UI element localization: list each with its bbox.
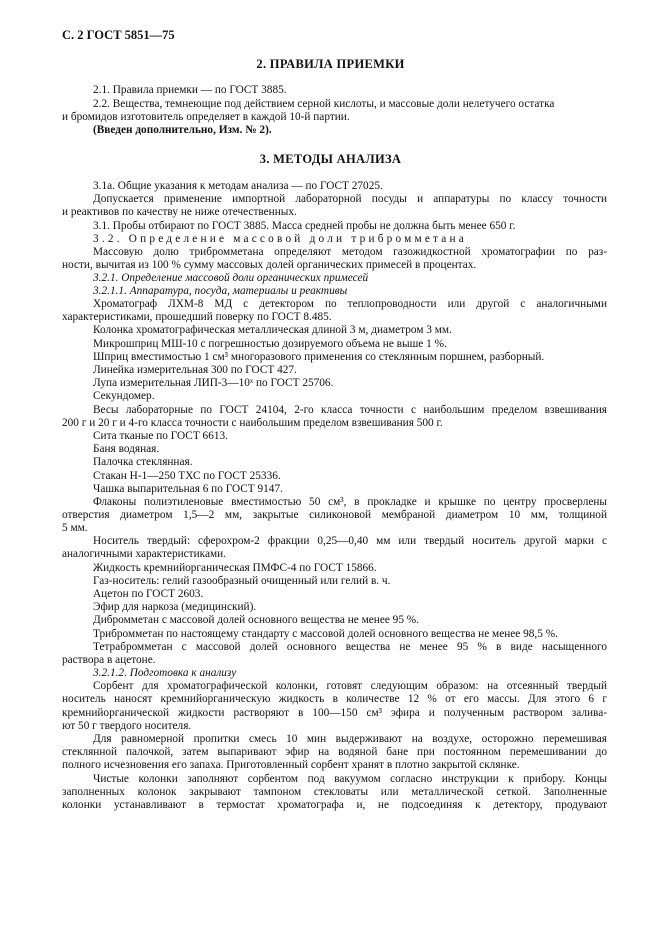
section-3-title: 3. МЕТОДЫ АНАЛИЗА (259, 152, 402, 166)
subsection-heading: 3.2.1.1. Аппаратура, посуда, материалы и реактивы (93, 285, 348, 297)
section-2-title: 2. ПРАВИЛА ПРИЕМКИ (256, 57, 405, 71)
paragraph-line: и реактивов по качеству не ниже отечественных. (62, 206, 297, 218)
paragraph-line: аналогичными характеристиками. (62, 548, 226, 560)
list-item: Секундомер. (93, 390, 155, 402)
list-item: Баня водяная. (93, 443, 160, 455)
list-item: Ацетон по ГОСТ 2603. (93, 588, 204, 600)
paragraph-line: полного исчезновения его запаха. Приготовленный сорбент хранят в плотно закрытой склянке. (62, 759, 520, 771)
list-item: Жидкость кремнийорганическая ПМФС-4 по ГОСТ 15866. (93, 562, 377, 574)
list-item: Эфир для наркоза (медицинский). (93, 601, 257, 613)
list-item: Носитель твердый: сферохром-2 фракции 0,25—0,40 мм или твердый носитель другой марки с (93, 535, 607, 547)
list-item: Колонка хроматографическая металлическая длиной 3 м, диаметром 3 мм. (93, 324, 452, 336)
paragraph-line: отверстия диаметром 1,5—2 мм, закрытые силиконовой мембраной диаметром 10 мм, толщиной (62, 509, 607, 521)
list-item: Сита тканые по ГОСТ 6613. (93, 430, 228, 442)
paragraph-line: Сорбент для хроматографической колонки, готовят следующим образом: на отсеянный твердый (93, 680, 607, 692)
subsection-heading: 3.2.1. Определение массовой доли органических примесей (93, 272, 369, 284)
paragraph-line: и бромидов изготовитель определяет в каждой 10-й партии. (62, 111, 350, 123)
subsection-heading: 3.2. Определение массовой доли трибромметана (93, 233, 467, 245)
page-header: С. 2 ГОСТ 5851—75 (62, 28, 175, 42)
list-item: Микрошприц МШ-10 с погрешностью дозируемого объема не выше 1 %. (93, 338, 447, 350)
list-item: Весы лабораторные по ГОСТ 24104, 2-го класса точности с наибольшим пределом взвешивания (93, 404, 607, 416)
paragraph-line: 2.1. Правила приемки — по ГОСТ 3885. (93, 84, 287, 96)
paragraph-line: колонки устанавливают в термостат хроматографа и, не подсоединяя к детектору, продувают (62, 799, 607, 811)
list-item: Дибромметан с массовой долей основного вещества не менее 95 %. (93, 614, 420, 626)
paragraph-line: 5 мм. (62, 522, 88, 534)
paragraph-line: Массовую долю трибромметана определяют методом газожидкостной хроматографии по раз- (93, 246, 607, 258)
paragraph-line: 200 г и 20 г и 4-го класса точности с наибольшим пределом взвешивания 500 г. (62, 417, 443, 429)
paragraph-line: Для равномерной пропитки смесь 10 мин выдерживают на воздухе, осторожно перемешивая (93, 733, 607, 745)
list-item: Линейка измерительная 300 по ГОСТ 427. (93, 364, 297, 376)
list-item: Палочка стеклянная. (93, 456, 193, 468)
list-item: Лупа измерительная ЛИП-3—10ˣ по ГОСТ 25706. (93, 377, 334, 389)
list-item: Тетрабромметан с массовой долей основного вещества не менее 95 % в виде насыщенного (93, 641, 607, 653)
paragraph-line: Допускается применение импортной лабораторной посуды и аппаратуры по классу точности (93, 193, 607, 205)
paragraph-line: стеклянной палочкой, затем выпаривают эфир на водяной бане при постоянном перемешивании до (62, 746, 607, 758)
paragraph-line: Хроматограф ЛХМ-8 МД с детектором по теплопроводности или другой с аналогичными (93, 298, 607, 310)
paragraph-line: носитель наносят кремнийорганическую жидкость в количестве 12 % от его массы. Для этого 6 г (62, 693, 607, 705)
list-item: Газ-носитель: гелий газообразный очищенный или гелий в. ч. (93, 575, 391, 587)
paragraph-line: характеристиками, прошедший поверку по ГОСТ 8.485. (62, 311, 332, 323)
paragraph-line: Чистые колонки заполняют сорбентом под вакуумом согласно инструкции к прибору. Концы (93, 773, 607, 785)
list-item: Чашка выпарительная 6 по ГОСТ 9147. (93, 483, 283, 495)
paragraph-line: ют 50 г твердого носителя. (62, 720, 192, 732)
paragraph-line: 2.2. Вещества, темнеющие под действием серной кислоты, и массовые доли нелетучего остатка (93, 98, 555, 110)
paragraph-line: ности, вычитая из 100 % сумму массовых долей органических примесей в процентах. (62, 259, 477, 271)
list-item: Трибромметан по настоящему стандарту с массовой долей основного вещества не менее 98,5 %. (93, 628, 558, 640)
subsection-heading: 3.2.1.2. Подготовка к анализу (93, 667, 237, 679)
paragraph-line: раствора в ацетоне. (62, 654, 156, 666)
list-item: Шприц вместимостью 1 см³ многоразового применения со стеклянным поршнем, разборный. (93, 351, 545, 363)
amendment-note: (Введен дополнительно, Изм. № 2). (93, 124, 272, 136)
paragraph-line: кремнийорганической жидкости растворяют в 100—150 см³ эфира и полученным раствором залива- (62, 707, 607, 719)
paragraph-line: 3.1а. Общие указания к методам анализа — по ГОСТ 27025. (93, 180, 383, 192)
paragraph-line: заполненных колонок закрывают тампоном стекловаты или металлической сеткой. Заполненные (62, 786, 607, 798)
paragraph-line: 3.1. Пробы отбирают по ГОСТ 3885. Масса средней пробы не должна быть менее 650 г. (93, 220, 516, 232)
list-item: Стакан Н-1—250 ТХС по ГОСТ 25336. (93, 470, 281, 482)
list-item: Флаконы полиэтиленовые вместимостью 50 см³, в прокладке и крышке по центру просверлены (93, 496, 607, 508)
